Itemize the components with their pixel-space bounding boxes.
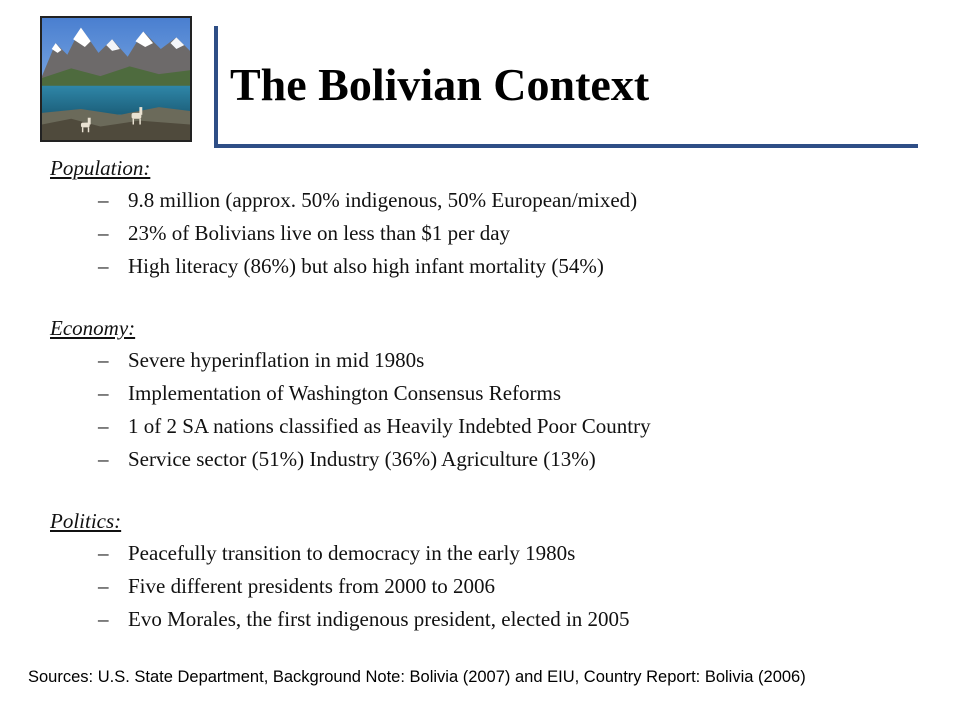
section-heading: Population:: [50, 156, 151, 180]
bullet-item: [50, 443, 930, 476]
bullet-dash: –: [98, 414, 109, 438]
bullet-item: [50, 250, 930, 283]
bullet-dash: –: [98, 254, 109, 278]
bullet-dash: –: [98, 348, 109, 372]
section-heading: Economy:: [50, 316, 136, 340]
sources-footnote: Sources: U.S. State Department, Background Note: Bolivia (2007) and EIU, Country Report: Bolivia (2006): [28, 668, 806, 686]
bullet-item: [50, 410, 930, 443]
bullet-item: [50, 537, 930, 570]
bullet-dash: –: [98, 381, 109, 405]
bullet-text: 1 of 2 SA nations classified as Heavily Indebted Poor Country: [128, 414, 651, 438]
bullet-text: 23% of Bolivians live on less than $1 per day: [128, 221, 511, 245]
bullet-dash: –: [98, 541, 109, 565]
bullet-item: [50, 217, 930, 250]
bullet-text: Severe hyperinflation in mid 1980s: [128, 348, 425, 372]
slide-body: [50, 152, 930, 636]
section-population: [50, 152, 930, 283]
bullet-dash: –: [98, 188, 109, 212]
bullet-text: Implementation of Washington Consensus Reforms: [128, 381, 562, 405]
bullet-text: Five different presidents from 2000 to 2006: [128, 574, 496, 598]
bullet-dash: –: [98, 221, 109, 245]
section-politics: [50, 505, 930, 636]
bullet-text: Evo Morales, the first indigenous president, elected in 2005: [128, 607, 630, 631]
bullet-dash: –: [98, 607, 109, 631]
section-heading: Politics:: [50, 509, 122, 533]
bullet-item: [50, 377, 930, 410]
andes-lake-llamas-photo: [40, 16, 192, 142]
bullet-text: High literacy (86%) but also high infant mortality (54%): [128, 254, 604, 278]
section-economy: [50, 312, 930, 476]
bullet-dash: –: [98, 574, 109, 598]
title-accent-vertical-bar: [214, 26, 218, 148]
bullet-item: [50, 570, 930, 603]
bullet-text: Service sector (51%) Industry (36%) Agriculture (13%): [128, 447, 596, 471]
bullet-text: Peacefully transition to democracy in the early 1980s: [128, 541, 576, 565]
slide-title: The Bolivian Context: [230, 59, 650, 110]
title-accent-horizontal-bar: [214, 144, 918, 148]
bullet-item: [50, 184, 930, 217]
bullet-item: [50, 603, 930, 636]
bullet-dash: –: [98, 447, 109, 471]
bullet-item: [50, 344, 930, 377]
bullet-text: 9.8 million (approx. 50% indigenous, 50% European/mixed): [128, 188, 638, 212]
